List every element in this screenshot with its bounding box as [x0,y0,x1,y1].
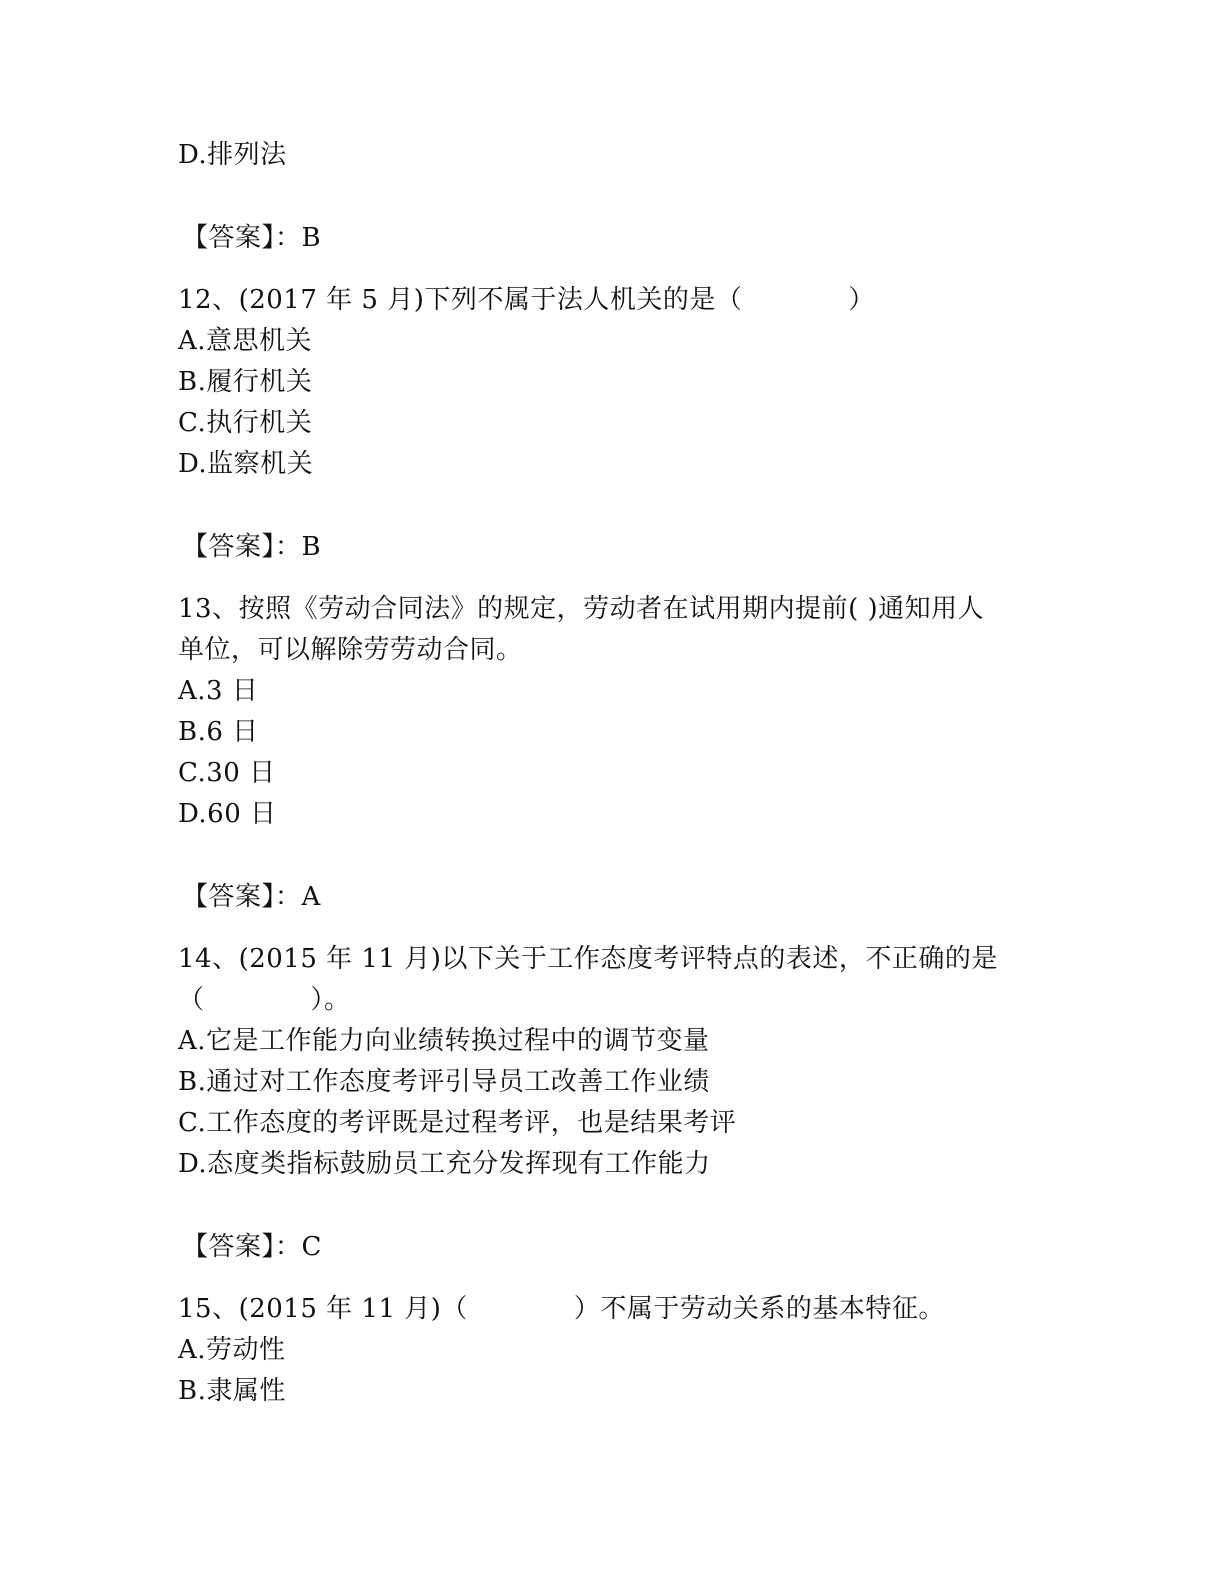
q14-option-b: B.通过对工作态度考评引导员工改善工作业绩 [178,1067,710,1097]
q13-option-d: D.60 日 [178,799,277,829]
q14-stem-line1: 14、(2015 年 11 月)以下关于工作态度考评特点的表述，不正确的是 [178,944,998,974]
q12-stem: 12、(2017 年 5 月)下列不属于法人机关的是（ ） [178,285,875,315]
q15-option-a: A.劳动性 [178,1335,286,1365]
q13-option-b: B.6 日 [178,717,259,747]
q14-option-c: C.工作态度的考评既是过程考评，也是结果考评 [178,1108,737,1138]
q15-option-b: B.隶属性 [178,1376,286,1406]
q12-option-b: B.履行机关 [178,367,313,397]
q13-option-a: A.3 日 [178,676,259,706]
q14-option-a: A.它是工作能力向业绩转换过程中的调节变量 [178,1026,710,1056]
q13-answer: 【答案】：A [182,882,321,912]
q15-stem: 15、(2015 年 11 月)（ ）不属于劳动关系的基本特征。 [178,1294,945,1324]
q14-answer: 【答案】：C [182,1232,322,1262]
q12-option-d: D.监察机关 [178,449,314,479]
q14-stem-line2: （ ）。 [178,985,351,1015]
q13-option-c: C.30 日 [178,758,276,788]
q12-option-a: A.意思机关 [178,326,313,356]
q12-answer: 【答案】：B [182,532,322,562]
q13-stem-line2: 单位，可以解除劳劳动合同。 [178,635,523,665]
q11-answer: 【答案】：B [182,223,322,253]
q13-stem-line1: 13、按照《劳动合同法》的规定，劳动者在试用期内提前( )通知用人 [178,594,985,624]
q11-option-d: D.排列法 [178,140,287,170]
q12-option-c: C.执行机关 [178,408,313,438]
q14-option-d: D.态度类指标鼓励员工充分发挥现有工作能力 [178,1149,711,1179]
